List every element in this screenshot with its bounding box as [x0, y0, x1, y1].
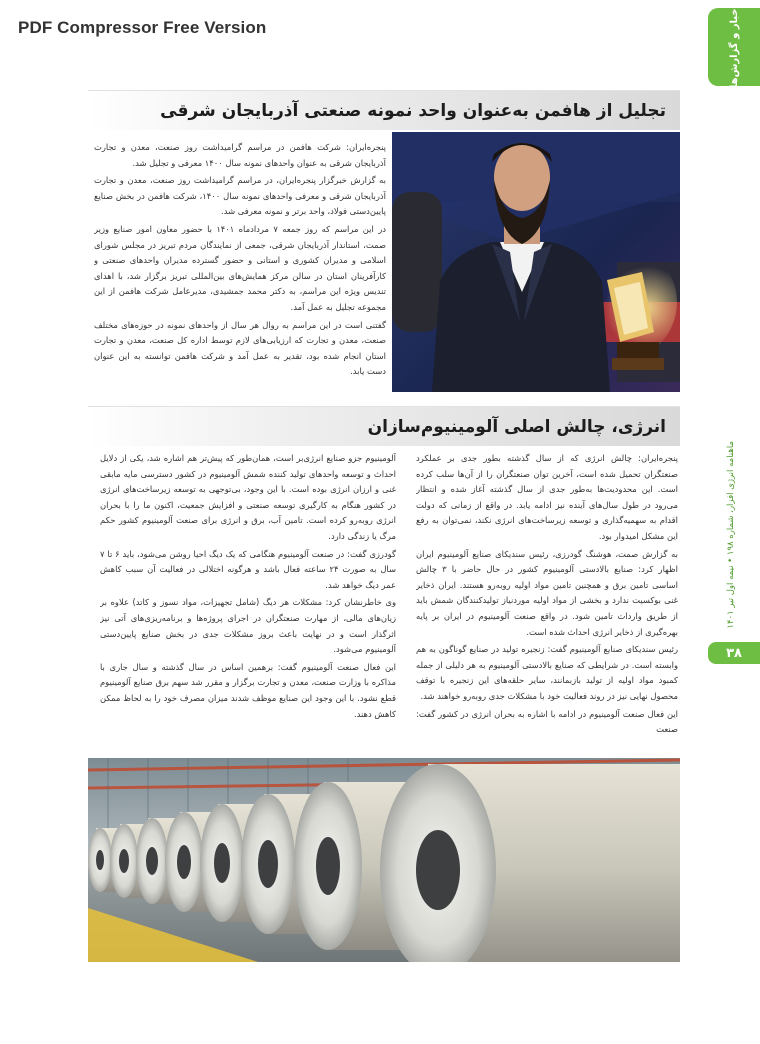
article2-headline-bar — [88, 406, 680, 446]
article2-paragraph: وی خاطرنشان کرد: مشکلات هر دیگ (شامل تجهیزات، مواد نسوز و کاتد) علاوه بر زیان‌های مالی، از مهارت صنعتگران در اجرای پروژه‌ها و برنامه‌ریزی‌های آتی نیز اثرگذار است و در نهایت باعث بروز مشکلات جدی در بخش صنایع پایین‌دستی آلومینیوم می‌شود. — [100, 597, 396, 655]
article2-paragraph: پنجره‌ایران: چالش انرژی که از سال گذشته بطور جدی بر عملکرد صنعتگران تحمیل شده است، آخرین توان صنعتگران را از آن‌ها سلب کرده است. این محدودیت‌ها به‌طور جدی از سال گذشته آغاز شده و انتظار می‌رود در طول سال‌های آینده نیز ادامه یابد. در واقع از زمانی که دولت اقدام به سهمیه‌گذاری و توسعه زیرساخت‌های انرژی نکند، نمی‌توان به رفع این مشکل امیدوار بود. — [416, 453, 678, 541]
article2-paragraph: رئیس سندیکای صنایع آلومینیوم گفت: زنجیره تولید در صنایع گوناگون به هم وابسته است. در شرایطی که صنایع بالادستی آلومینیوم به هر دلیلی از جمله کمبود مواد اولیه از تولید بازبمانند، سایر حلقه‌های این زنجیره با توقف محصول نهایی نیز در روند فعالیت خود با مشکلات جدی روبه‌رو خواهند شد. — [416, 644, 678, 701]
article2-paragraph: این فعال صنعت آلومینیوم در ادامه با اشاره به بحران انرژی در کشور گفت: صنعت — [416, 708, 678, 735]
portrait-illustration — [392, 132, 680, 392]
article2-paragraph: این فعال صنعت آلومینیوم گفت: برهمین اساس در سال گذشته و سال جاری با مذاکره با وزارت صنعت، معدن و تجارت برگزار و مقرر شد سهم برق صنایع آلومینیوم قطع نشود. با این وجود این صنایع موظف شدند میزان مصرف خود را به لحاظ ممکن کاهش دهند. — [100, 661, 396, 719]
article1-headline-bar — [88, 90, 680, 130]
portrait-photo — [392, 132, 680, 392]
article2-left-column — [100, 451, 396, 753]
page-number: ۳۸ — [708, 642, 760, 664]
article2-paragraph: گودرزی گفت: در صنعت آلومینیوم هنگامی که یک دیگ احیا روشن می‌شود، باید ۶ تا ۷ سال به صورت ۲۴ ساعته فعال باشد و هرگونه اختلالی در فعالیت آن سبب کاهش عمر دیگ خواهد شد. — [100, 548, 396, 590]
article1-body — [94, 140, 386, 390]
article1-paragraph: به گزارش خبرگزار پنجره‌ایران، در مراسم گرامیداشت روز صنعت، معدن و تجارت آذربایجان شرقی و معرفی واحدهای نمونه سال ۱۴۰۰، شرکت هافمن در بخش صنایع پایین‌دستی فولاد، واحد برتر و نمونه معرفی شد. — [94, 175, 386, 217]
article2-paragraph: به گزارش صمت، هوشنگ گودرزی، رئیس سندیکای صنایع آلومینیوم ایران اظهار کرد: صنایع بالادستی آلومینیوم کشور در حال حاضر با ۳ چالش اساسی تامین برق و همچنین تامین مواد اولیه روبه‌رو هستند. ایران ذخایر غنی بوکسیت ندارد و بخشی از مواد اولیه موردنیاز تولیدکنندگان شمش باید از طریق واردات تامین شود. در واقع صنعت آلومینیوم در ایران بر پایه بهره‌گیری از ذخایر انرژی احداث شده است. — [416, 548, 678, 637]
article1-paragraph: گفتنی است در این مراسم به روال هر سال از واحدهای نمونه در حوزه‌های مختلف صنعت، معدن و تجارت که ارزیابی‌های لازم توسط اداره کل صنعت، معدن و تجارت استان انجام شده بود، تقدیر به عمل آمد و شرکت هافمن توانسته به این عنوان دست یابد. — [94, 319, 386, 377]
article2-right-column — [416, 451, 678, 753]
issue-info-text: ماهنامه انرژی افزار، شماره ۱۹۸ • نیمه اول تیر ۱۴۰۱ — [726, 441, 736, 629]
article2-paragraph: آلومینیوم جزو صنایع انرژی‌بر است، همان‌طور که پیش‌تر هم اشاره شد، یکی از دلایل احداث و توسعه واحدهای تولید کننده شمش آلومینیوم در کشور دسترسی مایه مابقی غنی و ارزان انرژی بوده است. با این وجود، بی‌توجهی به توسعه زیرساخت‌های انرژی در کشور هنگام به کارگیری توسعه صنعتی و افزایش جمعیت، اکنون ما را با بحران انرژی روبه‌رو کرده است. تامین آب، برق و انرژی برای صنعت آلومینیوم کشور حکم مرگ یا زندگی دارد. — [100, 453, 396, 541]
aluminum-coils-photo — [88, 758, 680, 962]
article1-paragraph: پنجره‌ایران: شرکت هافمن در مراسم گرامیداشت روز صنعت، معدن و تجارت آذربایجان شرقی به عنوان واحدهای نمونه سال ۱۴۰۰ معرفی و تجلیل شد. — [94, 142, 386, 168]
coils-illustration — [88, 758, 680, 962]
section-tab — [708, 5, 760, 89]
section-tab-label: اخبار و گزارش‌ها — [728, 5, 740, 89]
article2-title: انرژی، چالش اصلی آلومینیوم‌سازان — [367, 416, 666, 437]
article1-paragraph: در این مراسم که روز جمعه ۷ مردادماه ۱۴۰۱ با حضور معاون امور صنایع وزیر صمت، استاندار آذربایجان شرقی، جمعی از نمایندگان مردم تبریز در مجلس شورای اسلامی و مدیران کشوری و استانی و حضور گسترده مدیران واحدهای صنعتی و کارآفرینان استان در سالن مرکز همایش‌های بین‌المللی تبریز برگزار شد، با اهدای تندیس ویژه این مراسم، به دکتر محمد جمشیدی، مدیرعامل شرکت هافمن از این مجموعه تجلیل به عمل آمد. — [94, 223, 386, 312]
article1-title: تجلیل از هافمن به‌عنوان واحد نمونه صنعتی آذربایجان شرقی — [160, 100, 666, 121]
issue-info-strip — [718, 430, 744, 640]
watermark-text: PDF Compressor Free Version — [18, 18, 267, 37]
